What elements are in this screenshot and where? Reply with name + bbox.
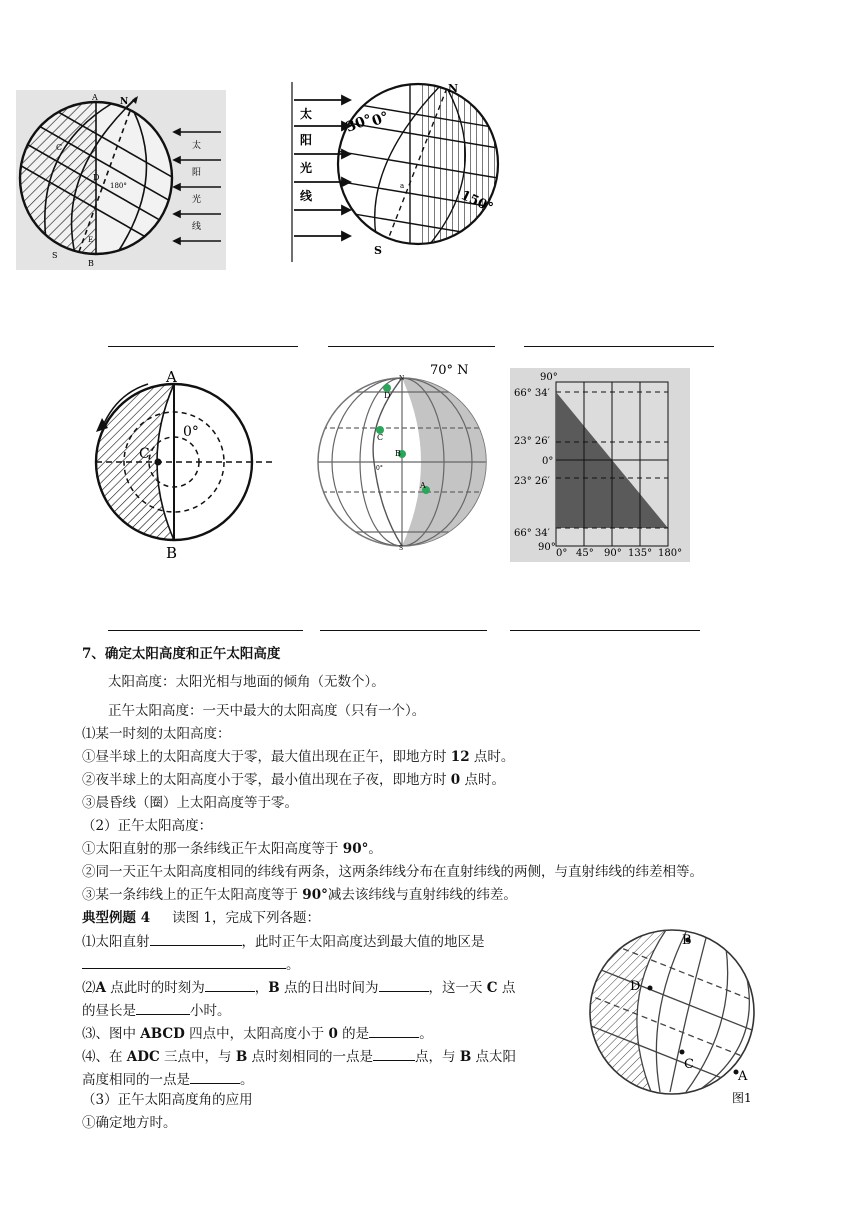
- subsection-2-point-1: ①太阳直射的那一条纬线正午太阳高度等于 90°。: [82, 841, 382, 857]
- answer-line-5[interactable]: [320, 630, 487, 631]
- fig6-caption: 图1: [732, 1091, 752, 1105]
- fig1-label-s: S: [52, 251, 58, 260]
- q1-blank-1[interactable]: [150, 931, 242, 946]
- fig3-label-b: B: [166, 544, 178, 562]
- fig2-label-0: 0°: [369, 108, 392, 130]
- fig1-label-180: 180°: [110, 182, 127, 190]
- q2-blank-3[interactable]: [136, 1000, 190, 1015]
- subsection-1-point-1: ①昼半球上的太阳高度大于零，最大值出现在正午，即地方时 12 点时。: [82, 749, 515, 765]
- figure-lat-lon-grid: [510, 368, 690, 562]
- fig4-label-n: N: [399, 375, 405, 382]
- fig6-label-d: D: [630, 979, 641, 994]
- question-3: ⑶、图中 ABCD 四点中，太阳高度小于 0 的是 。: [82, 1023, 433, 1044]
- fig3-label-a: A: [166, 370, 177, 386]
- answer-line-6[interactable]: [510, 630, 700, 631]
- subsection-1-point-3: ③晨昏线（圈）上太阳高度等于零。: [82, 795, 298, 811]
- q2-blank-2[interactable]: [379, 977, 429, 992]
- figure-1-globe: [586, 924, 762, 1110]
- figure-globe-2: [290, 80, 500, 264]
- fig5-xtick-3: 90°: [604, 548, 622, 559]
- figure-polar-view: [86, 370, 286, 562]
- fig2-sun-char-1: 太: [300, 107, 313, 121]
- question-1: ⑴太阳直射 ，此时正午太阳高度达到最大值的地区是: [82, 931, 485, 952]
- fig3-label-0: 0°: [183, 424, 199, 440]
- subsection-2-title: （2）正午太阳高度：: [82, 818, 213, 834]
- fig1-label-c: C: [56, 143, 63, 152]
- fig5-xtick-2: 45°: [576, 548, 594, 559]
- question-4: ⑷、在 ADC 三点中，与 B 点时刻相同的一点是 点，与 B 点太阳: [82, 1046, 516, 1067]
- question-4-cont: 高度相同的一点是 。: [82, 1069, 254, 1090]
- fig1-label-b: B: [88, 259, 94, 268]
- subsection-2-point-2: ②同一天正午太阳高度相同的纬线有两条，这两条纬线分布在直射纬线的两侧，与直射纬线的纬差相等。: [82, 864, 703, 880]
- fig5-ytick-2: 66° 34′: [514, 388, 550, 399]
- answer-line-3[interactable]: [524, 346, 714, 347]
- fig1-sun-char-3: 光: [192, 195, 202, 205]
- fig4-label-0: 0°: [376, 465, 383, 472]
- answer-line-2[interactable]: [328, 346, 495, 347]
- fig4-label-c: C: [377, 433, 384, 442]
- fig6-label-c: C: [684, 1057, 694, 1072]
- subsection-3-title: （3）正午太阳高度角的应用: [82, 1092, 253, 1108]
- question-1-cont: 。: [82, 954, 300, 975]
- figure-globe-1: [16, 90, 226, 270]
- q2-blank-1[interactable]: [205, 977, 255, 992]
- answer-line-4[interactable]: [108, 630, 303, 631]
- subsection-2-point-3: ③某一条纬线上的正午太阳高度等于 90°减去该纬线与直射纬线的纬差。: [82, 887, 517, 903]
- fig1-sun-char-1: 太: [192, 141, 202, 151]
- q4-blank-1[interactable]: [373, 1046, 415, 1061]
- fig5-ytick-7: 90°: [538, 542, 556, 553]
- fig5-ytick-4: 0°: [542, 456, 554, 467]
- fig5-ytick-6: 66° 34′: [514, 528, 550, 539]
- fig1-label-e: E: [88, 236, 94, 244]
- figure-globe-70n: [314, 362, 494, 552]
- fig2-label-n: N: [448, 82, 459, 95]
- answer-line-1[interactable]: [108, 346, 298, 347]
- fig4-title: 70° N: [430, 363, 469, 378]
- fig5-xtick-4: 135°: [628, 548, 653, 559]
- q1-blank-2[interactable]: [82, 954, 286, 969]
- q4-blank-2[interactable]: [190, 1069, 240, 1084]
- subsection-1-title: ⑴某一时刻的太阳高度：: [82, 726, 231, 742]
- fig5-ytick-3: 23° 26′: [514, 436, 550, 447]
- fig2-label-150: 150°: [458, 188, 496, 216]
- fig1-label-n: N: [120, 97, 129, 107]
- fig4-label-s: S: [399, 545, 404, 552]
- definition-sun-altitude: 太阳高度：太阳光相与地面的倾角（无数个）。: [108, 674, 385, 690]
- definition-noon-altitude: 正午太阳高度：一天中最大的太阳高度（只有一个）。: [108, 703, 426, 719]
- fig2-sun-char-4: 线: [300, 189, 313, 203]
- fig5-ytick-1: 90°: [540, 372, 558, 383]
- subsection-1-point-2: ②夜半球上的太阳高度小于零，最小值出现在子夜，即地方时 0 点时。: [82, 772, 505, 788]
- fig2-label-a: a: [400, 182, 405, 190]
- fig1-label-d: D: [93, 173, 100, 182]
- fig6-label-a: A: [738, 1069, 748, 1084]
- fig4-label-d: D: [384, 391, 391, 400]
- fig2-sun-char-3: 光: [300, 161, 313, 175]
- fig5-xtick-5: 180°: [658, 548, 683, 559]
- fig4-label-a: A: [420, 481, 426, 490]
- fig1-sun-char-4: 线: [192, 222, 202, 232]
- fig1-sun-char-2: 阳: [192, 168, 202, 178]
- question-2: ⑵A 点此时的时刻为 ，B 点的日出时间为 ，这一天 C 点: [82, 977, 515, 998]
- fig2-label-30: 30°: [343, 111, 375, 136]
- fig1-label-a: A: [92, 93, 98, 102]
- fig5-xtick-1: 0°: [556, 548, 568, 559]
- fig6-label-b: B: [682, 933, 692, 948]
- example-title: 典型例题 4 读图 1，完成下列各题：: [82, 910, 320, 926]
- fig4-label-b: B: [395, 449, 401, 458]
- fig2-label-s: S: [374, 244, 382, 257]
- fig2-sun-char-2: 阳: [300, 133, 313, 147]
- q3-blank[interactable]: [369, 1023, 419, 1038]
- fig5-ytick-5: 23° 26′: [514, 476, 550, 487]
- question-2-cont: 的昼长是 小时。: [82, 1000, 231, 1021]
- subsection-3-point-1: ①确定地方时。: [82, 1115, 177, 1131]
- section-heading: 7、确定太阳高度和正午太阳高度: [82, 646, 281, 662]
- fig3-label-c: C: [139, 446, 150, 462]
